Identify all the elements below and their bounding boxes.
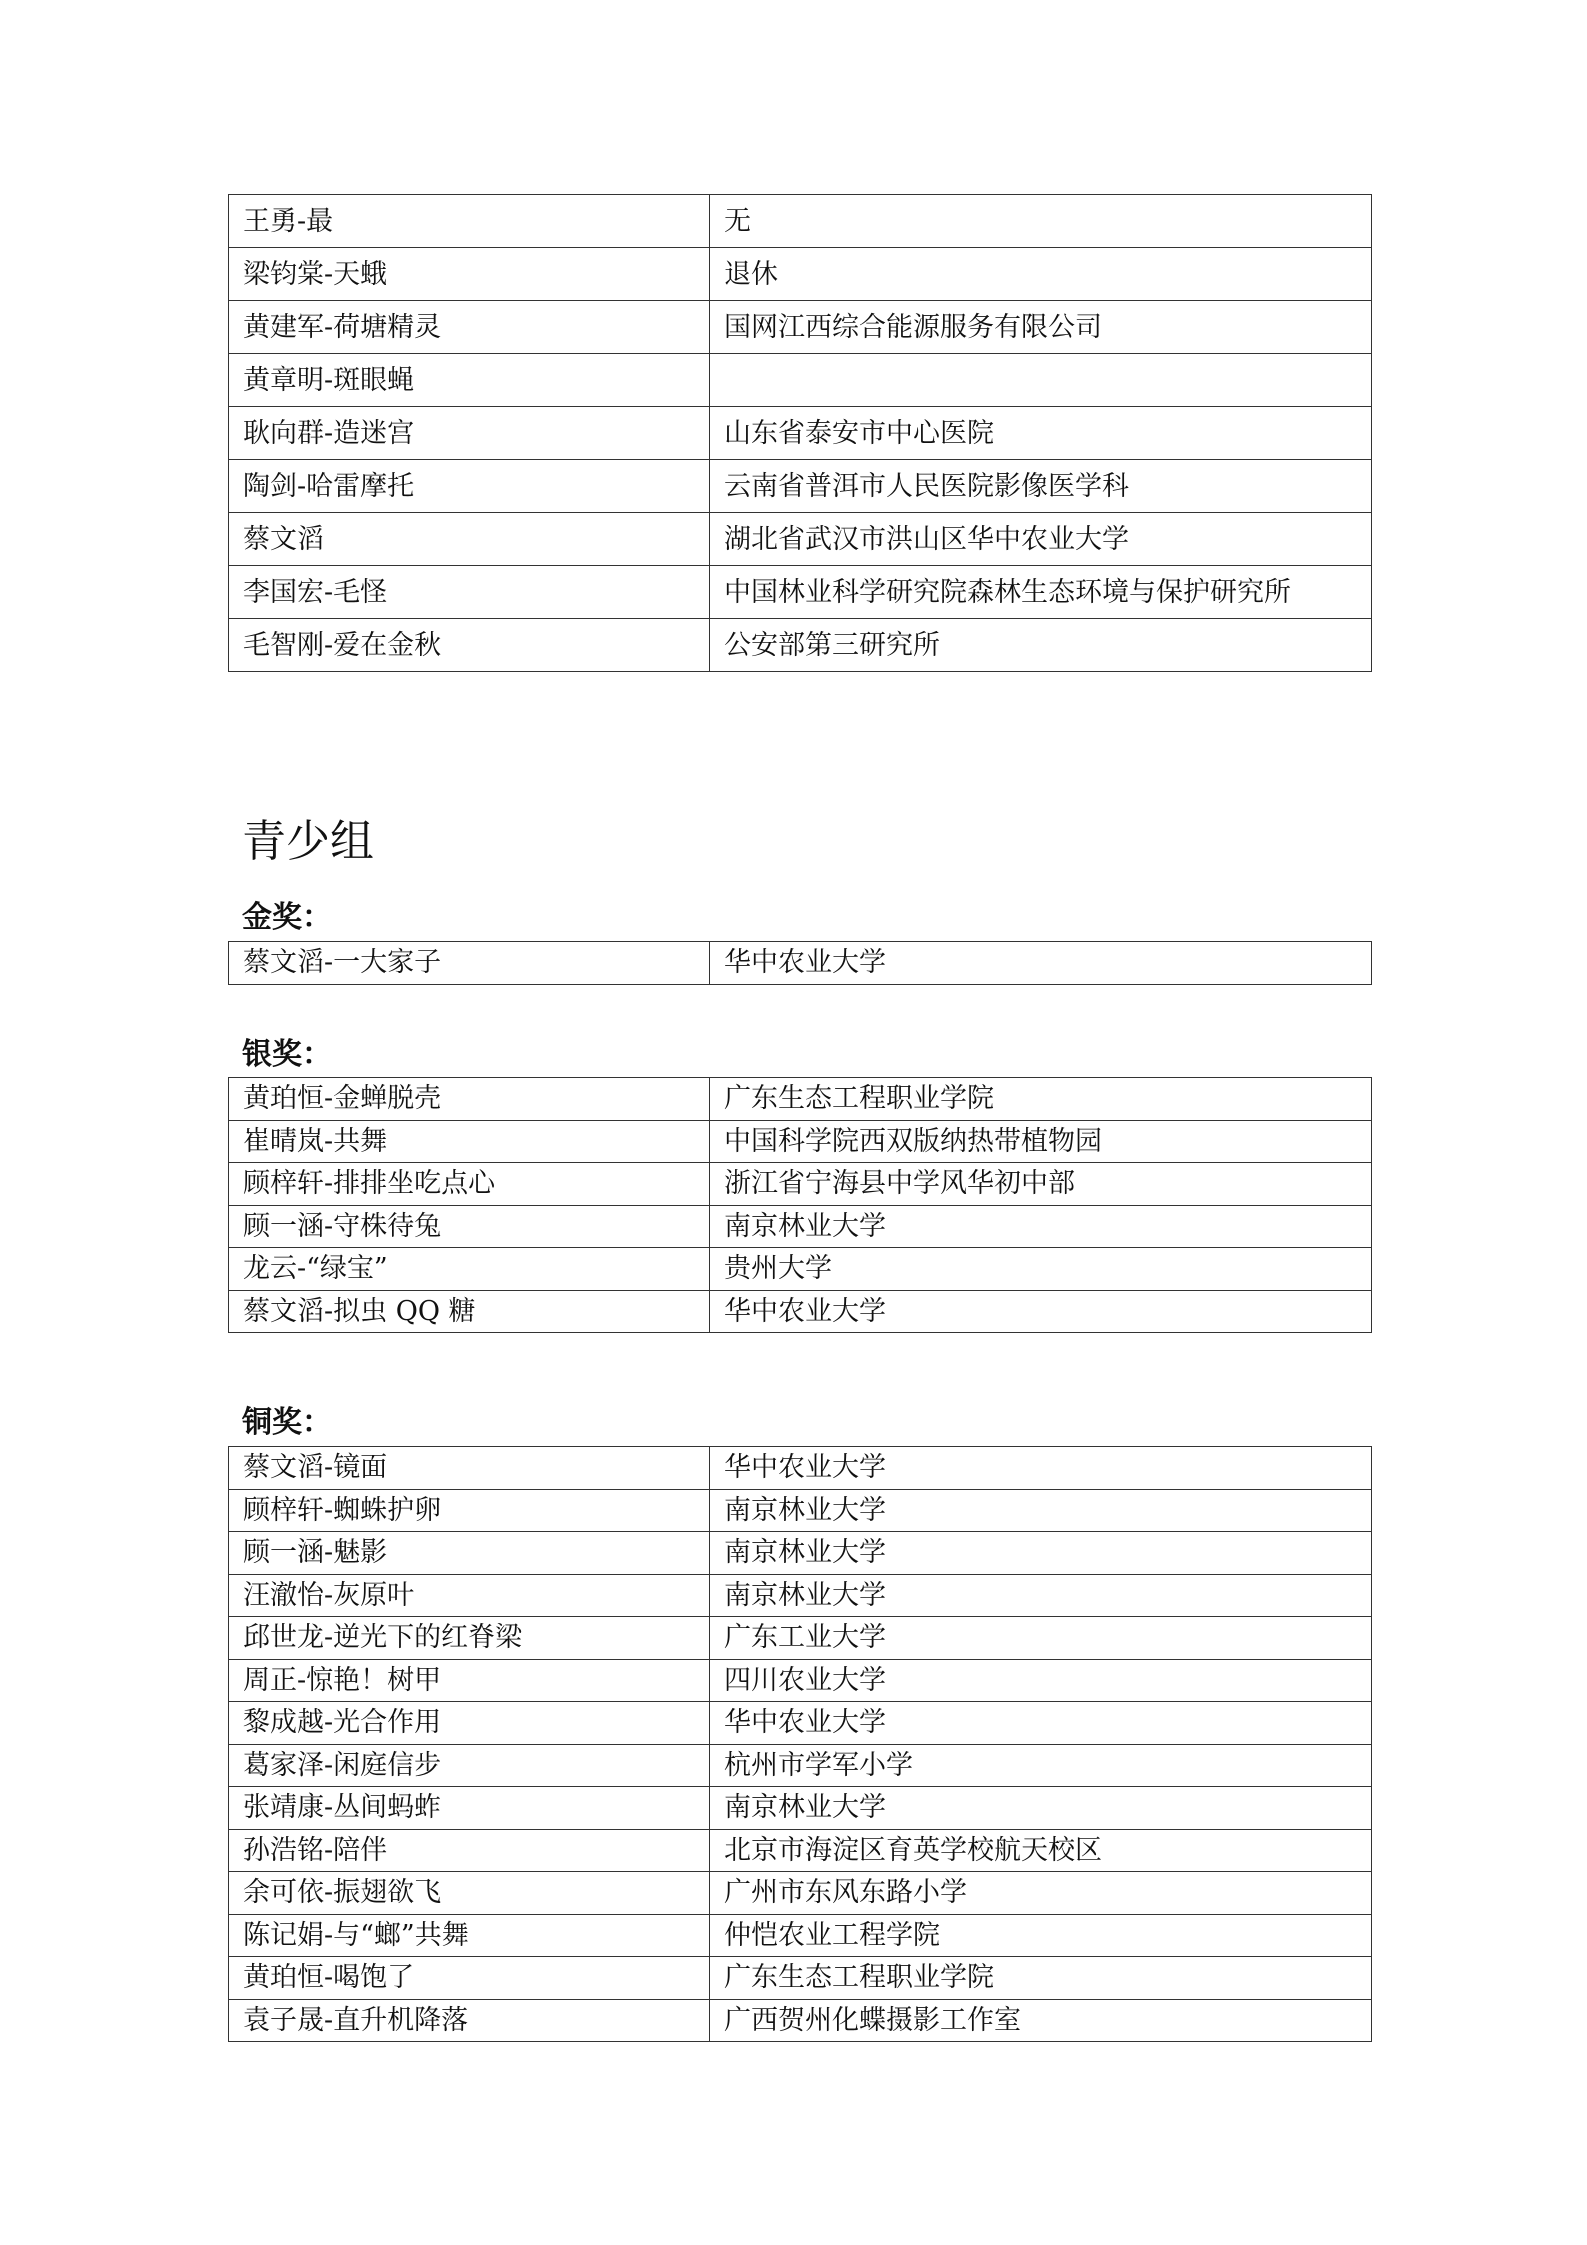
entry-cell: 张靖康-丛间蚂蚱 bbox=[229, 1787, 710, 1830]
table-row bbox=[229, 1744, 1372, 1787]
entry-cell: 顾一涵-魅影 bbox=[229, 1532, 710, 1575]
affiliation-cell: 南京林业大学 bbox=[710, 1489, 1372, 1532]
silver-award-table bbox=[228, 1077, 1372, 1333]
table-row bbox=[229, 619, 1372, 672]
table-row bbox=[229, 354, 1372, 407]
entry-cell: 黄建军-荷塘精灵 bbox=[229, 301, 710, 354]
table-row bbox=[229, 1872, 1372, 1915]
affiliation-cell: 广东生态工程职业学院 bbox=[710, 1078, 1372, 1121]
entry-cell: 王勇-最 bbox=[229, 195, 710, 248]
affiliation-cell: 公安部第三研究所 bbox=[710, 619, 1372, 672]
affiliation-cell: 南京林业大学 bbox=[710, 1205, 1372, 1248]
entry-cell: 邱世龙-逆光下的红脊梁 bbox=[229, 1617, 710, 1660]
affiliation-cell: 北京市海淀区育英学校航天校区 bbox=[710, 1829, 1372, 1872]
affiliation-cell: 国网江西综合能源服务有限公司 bbox=[710, 301, 1372, 354]
affiliation-cell: 华中农业大学 bbox=[710, 1290, 1372, 1333]
table-row bbox=[229, 1999, 1372, 2042]
entry-cell: 顾梓轩-排排坐吃点心 bbox=[229, 1163, 710, 1206]
entry-cell: 李国宏-毛怪 bbox=[229, 566, 710, 619]
table-row bbox=[229, 248, 1372, 301]
entry-cell: 葛家泽-闲庭信步 bbox=[229, 1744, 710, 1787]
entry-cell: 崔晴岚-共舞 bbox=[229, 1120, 710, 1163]
affiliation-cell: 浙江省宁海县中学风华初中部 bbox=[710, 1163, 1372, 1206]
affiliation-cell: 无 bbox=[710, 195, 1372, 248]
affiliation-cell: 贵州大学 bbox=[710, 1248, 1372, 1291]
table-row bbox=[229, 566, 1372, 619]
affiliation-cell: 广州市东风东路小学 bbox=[710, 1872, 1372, 1915]
bronze-award-table bbox=[228, 1446, 1372, 2042]
entry-cell: 孙浩铭-陪伴 bbox=[229, 1829, 710, 1872]
affiliation-cell: 广东生态工程职业学院 bbox=[710, 1957, 1372, 2000]
affiliation-cell: 中国科学院西双版纳热带植物园 bbox=[710, 1120, 1372, 1163]
table-row bbox=[229, 460, 1372, 513]
affiliation-cell: 四川农业大学 bbox=[710, 1659, 1372, 1702]
entry-cell: 黄珀恒-喝饱了 bbox=[229, 1957, 710, 2000]
table-row bbox=[229, 1120, 1372, 1163]
bronze-award-heading: 铜奖： bbox=[242, 1405, 332, 1440]
entry-cell: 余可依-振翅欲飞 bbox=[229, 1872, 710, 1915]
affiliation-cell: 仲恺农业工程学院 bbox=[710, 1914, 1372, 1957]
affiliation-cell: 华中农业大学 bbox=[710, 1447, 1372, 1490]
table-row bbox=[229, 407, 1372, 460]
entry-cell: 陈记娟-与“螂”共舞 bbox=[229, 1914, 710, 1957]
affiliation-cell: 广西贺州化蝶摄影工作室 bbox=[710, 1999, 1372, 2042]
affiliation-cell bbox=[710, 354, 1372, 407]
table-row bbox=[229, 942, 1372, 985]
entry-cell: 毛智刚-爱在金秋 bbox=[229, 619, 710, 672]
affiliation-cell: 南京林业大学 bbox=[710, 1574, 1372, 1617]
entry-cell: 梁钧棠-天蛾 bbox=[229, 248, 710, 301]
affiliation-cell: 云南省普洱市人民医院影像医学科 bbox=[710, 460, 1372, 513]
entry-cell: 蔡文滔-一大家子 bbox=[229, 942, 710, 985]
entry-cell: 黄珀恒-金蝉脱壳 bbox=[229, 1078, 710, 1121]
table-row bbox=[229, 1659, 1372, 1702]
table-row bbox=[229, 1290, 1372, 1333]
table-row bbox=[229, 1078, 1372, 1121]
table-row bbox=[229, 1617, 1372, 1660]
table-row bbox=[229, 1163, 1372, 1206]
entry-cell: 顾梓轩-蜘蛛护卵 bbox=[229, 1489, 710, 1532]
entry-cell: 耿向群-造迷宫 bbox=[229, 407, 710, 460]
table-row bbox=[229, 1447, 1372, 1490]
table-row bbox=[229, 1489, 1372, 1532]
affiliation-cell: 华中农业大学 bbox=[710, 942, 1372, 985]
entry-cell: 陶剑-哈雷摩托 bbox=[229, 460, 710, 513]
entry-cell: 龙云-“绿宝” bbox=[229, 1248, 710, 1291]
entry-cell: 汪澈怡-灰原叶 bbox=[229, 1574, 710, 1617]
entry-cell: 顾一涵-守株待兔 bbox=[229, 1205, 710, 1248]
entry-cell: 蔡文滔 bbox=[229, 513, 710, 566]
table-row bbox=[229, 1957, 1372, 2000]
table-row bbox=[229, 1702, 1372, 1745]
affiliation-cell: 湖北省武汉市洪山区华中农业大学 bbox=[710, 513, 1372, 566]
results-table-continued bbox=[228, 194, 1372, 672]
gold-award-table bbox=[228, 941, 1372, 985]
entry-cell: 黄章明-斑眼蝇 bbox=[229, 354, 710, 407]
entry-cell: 袁子晟-直升机降落 bbox=[229, 1999, 710, 2042]
silver-award-heading: 银奖： bbox=[242, 1037, 332, 1072]
affiliation-cell: 南京林业大学 bbox=[710, 1532, 1372, 1575]
entry-cell: 黎成越-光合作用 bbox=[229, 1702, 710, 1745]
affiliation-cell: 华中农业大学 bbox=[710, 1702, 1372, 1745]
table-row bbox=[229, 301, 1372, 354]
table-row bbox=[229, 1914, 1372, 1957]
affiliation-cell: 退休 bbox=[710, 248, 1372, 301]
table-row bbox=[229, 513, 1372, 566]
table-row bbox=[229, 1829, 1372, 1872]
table-row bbox=[229, 1248, 1372, 1291]
table-row bbox=[229, 195, 1372, 248]
section-title-youth: 青少组 bbox=[242, 816, 374, 867]
entry-cell: 蔡文滔-镜面 bbox=[229, 1447, 710, 1490]
affiliation-cell: 山东省泰安市中心医院 bbox=[710, 407, 1372, 460]
entry-cell: 蔡文滔-拟虫 QQ 糖 bbox=[229, 1290, 710, 1333]
affiliation-cell: 广东工业大学 bbox=[710, 1617, 1372, 1660]
table-row bbox=[229, 1574, 1372, 1617]
gold-award-heading: 金奖： bbox=[242, 900, 332, 935]
affiliation-cell: 南京林业大学 bbox=[710, 1787, 1372, 1830]
affiliation-cell: 中国林业科学研究院森林生态环境与保护研究所 bbox=[710, 566, 1372, 619]
table-row bbox=[229, 1787, 1372, 1830]
affiliation-cell: 杭州市学军小学 bbox=[710, 1744, 1372, 1787]
table-row bbox=[229, 1532, 1372, 1575]
table-row bbox=[229, 1205, 1372, 1248]
entry-cell: 周正-惊艳！树甲 bbox=[229, 1659, 710, 1702]
